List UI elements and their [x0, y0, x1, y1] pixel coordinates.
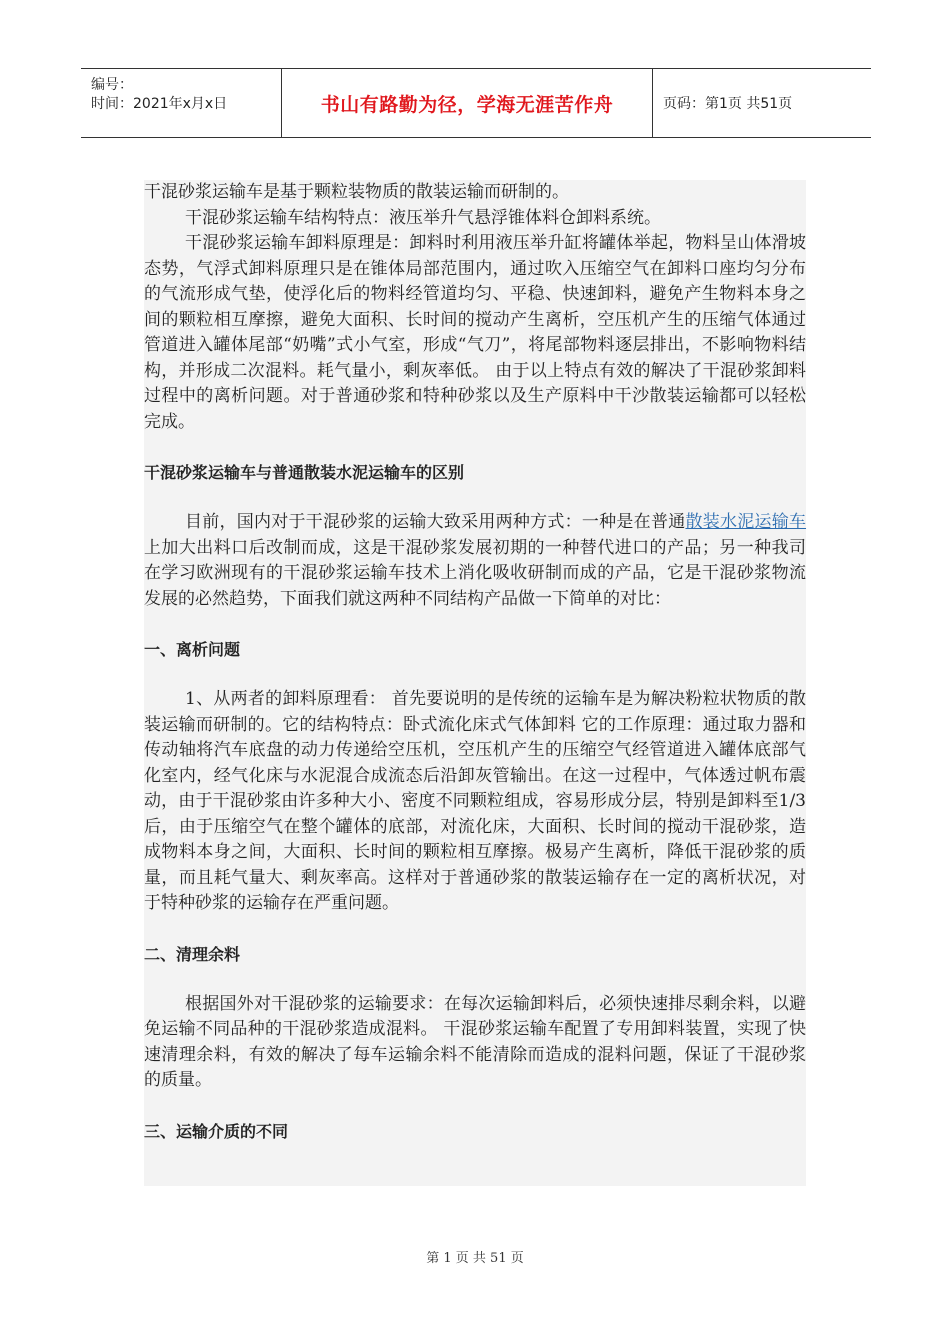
- document-body: [144, 180, 806, 1186]
- paragraph-comparison-part1: 目前，国内对于干混砂浆的运输大致采用两种方式：一种是在普通: [185, 512, 686, 532]
- document-date: 时间：2021年x月x日: [91, 96, 228, 112]
- paragraph-cleanup: 根据国外对干混砂浆的运输要求：在每次运输卸料后，必须快速排尽剩余料，以避免运输不同品种的干混砂浆造成混料。 干混砂浆运输车配置了专用卸料装置，实现了快速清理余料，有效的解决了每车运输余料不能清除而造成的混料问题，保证了干混砂浆的质量。: [144, 993, 806, 1090]
- header-page-info: 页码：第1页 共51页: [663, 96, 793, 112]
- page-footer: 第 1 页 共 51 页: [426, 1251, 524, 1266]
- heading-medium: 三、运输介质的不同: [144, 1121, 289, 1141]
- header-meta: [81, 69, 282, 137]
- heading-cleanup: 二、清理余料: [144, 944, 241, 964]
- paragraph-comparison: [144, 510, 806, 612]
- paragraph-intro: 干混砂浆运输车是基于颗粒装物质的散装运输而研制的。: [144, 182, 569, 202]
- page-header: [81, 68, 871, 138]
- document-number-label: 编号：: [91, 77, 133, 93]
- header-motto-cell: [282, 69, 653, 137]
- heading-segregation: 一、离析问题: [144, 640, 241, 659]
- paragraph-comparison-part2: 上加大出料口后改制而成，这是干混砂浆发展初期的一种替代进口的产品；另一种我司在学习欧洲现有的干混砂浆运输车技术上消化吸收研制而成的产品，它是干混砂浆物流发展的必然趋势，下面我们就这两种不同结构产品做一下简单的对比：: [144, 537, 806, 609]
- header-motto: 书山有路勤为径，学海无涯苦作舟: [320, 93, 614, 116]
- bulk-cement-truck-link[interactable]: 散装水泥运输车: [685, 512, 807, 532]
- heading-difference: 干混砂浆运输车与普通散装水泥运输车的区别: [144, 463, 465, 482]
- paragraph-structure: 干混砂浆运输车结构特点：液压举升气悬浮锥体料仓卸料系统。: [185, 207, 661, 228]
- paragraph-segregation: 1、从两者的卸料原理看： 首先要说明的是传统的运输车是为解决粉粒状物质的散装运输而研制的。它的结构特点：卧式流化床式气体卸料 它的工作原理：通过取力器和传动轴将汽车底盘的动力传递给空压机，空压机产生的压缩空气经管道进入罐体底部气化室内，经气化床与水泥混合成流态后沿卸灰管输出。在这一过程中，气体透过帆布震动，由于干混砂浆由许多种大小、密度不同颗粒组成，容易形成分层，特别是卸料至1/3后，由于压缩空气在整个罐体的底部，对流化床，大面积、长时间的搅动干混砂浆，造成物料本身之间，大面积、长时间的颗粒相互摩擦。极易产生离析，降低干混砂浆的质量，而且耗气量大、剩灰率高。这样对于普通砂浆的散装运输存在一定的离析状况，对于特种砂浆的运输存在严重问题。: [144, 689, 806, 913]
- paragraph-principle: 干混砂浆运输车卸料原理是：卸料时利用液压举升缸将罐体举起，物料呈山体滑坡态势，气浮式卸料原理只是在锥体局部范围内，通过吹入压缩空气在卸料口座均匀分布的气流形成气垫，使浮化后的物料经管道均匀、平稳、快速卸料，避免产生物料本身之间的颗粒相互摩擦，避免大面积、长时间的搅动产生离析，空压机产生的压缩气体通过管道进入罐体尾部“奶嘴”式小气室，形成“气刀”，将尾部物料逐层排出，不影响物料结构，并形成二次混料。耗气量小，剩灰率低。 由于以上特点有效的解决了干混砂浆卸料过程中的离析问题。对于普通砂浆和特种砂浆以及生产原料中干沙散装运输都可以轻松完成。: [144, 233, 806, 432]
